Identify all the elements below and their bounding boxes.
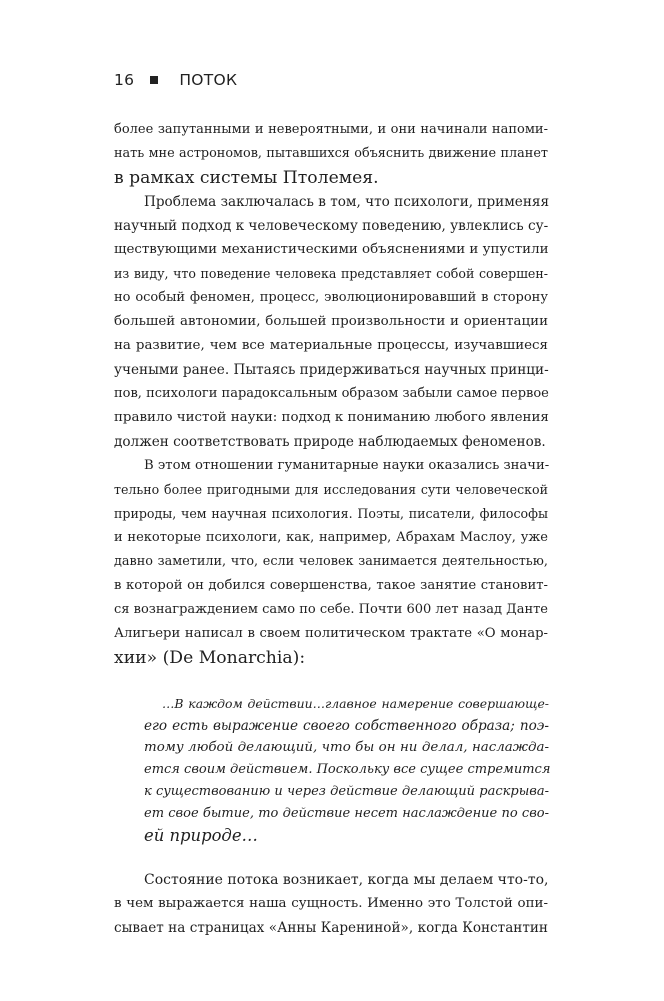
quote-line: ей природе… xyxy=(144,826,258,845)
text-line: хии» (De Monarchia): xyxy=(114,648,306,668)
quote-line: …В каждом действии…главное намерение совершающе- xyxy=(162,696,549,711)
text-line: давно заметили, что, если человек занимается деятельностью, xyxy=(114,554,548,569)
text-line: должен соответствовать природе наблюдаемых феноменов. xyxy=(114,434,546,450)
quote-line: тому любой делающий, что бы он ни делал, наслажда- xyxy=(144,740,549,755)
text-line: в чем выражается наша сущность. Именно это Толстой опи- xyxy=(114,896,548,911)
text-line: нать мне астрономов, пытавшихся объяснить движение планет xyxy=(114,146,548,161)
text-line: на развитие, чем все материальные процессы, изучавшиеся xyxy=(114,338,548,353)
text-line: более запутанными и невероятными, и они начинали напоми- xyxy=(114,122,548,137)
text-line: пов, психологи парадоксальным образом забыли самое первое xyxy=(114,386,549,401)
text-line: в которой он добился совершенства, такое занятие становит- xyxy=(114,578,548,593)
running-head xyxy=(114,71,237,89)
text-line: в рамках системы Птолемея. xyxy=(114,168,379,188)
section-title: ПОТОК xyxy=(179,71,238,89)
text-line: Проблема заключалась в том, что психологи, применяя xyxy=(144,194,550,210)
text-line: и некоторые психологи, как, например, Абрахам Маслоу, уже xyxy=(114,530,548,545)
text-line: Алигьери написал в своем политическом трактате «О монар- xyxy=(114,626,548,641)
text-line: природы, чем научная психология. Поэты, писатели, философы xyxy=(114,506,548,521)
quote-line: ет свое бытие, то действие несет наслаждение по сво- xyxy=(144,806,549,821)
text-line: большей автономии, большей произвольности и ориентации xyxy=(114,314,548,329)
text-line: Состояние потока возникает, когда мы делаем что-то, xyxy=(144,872,549,888)
text-line: научный подход к человеческому поведению, увлеклись су- xyxy=(114,218,549,234)
quote-line: ется своим действием. Поскольку все сущее стремится xyxy=(144,762,551,777)
text-line: ществующими механистическими объяснениями и упустили xyxy=(114,242,549,257)
text-line: из виду, что поведение человека представляет собой совершен- xyxy=(114,266,548,281)
text-line: В этом отношении гуманитарные науки оказались значи- xyxy=(144,458,550,473)
text-line: но особый феномен, процесс, эволюционировавший в сторону xyxy=(114,290,548,305)
text-line: учеными ранее. Пытаясь придерживаться научных принци- xyxy=(114,362,549,378)
text-line: правило чистой науки: подход к пониманию любого явления xyxy=(114,410,549,425)
quote-line: его есть выражение своего собственного образа; поэ- xyxy=(144,718,549,734)
square-bullet-icon xyxy=(150,76,158,84)
text-line: сывает на страницах «Анны Карениной», когда Константин xyxy=(114,920,548,936)
page-number: 16 xyxy=(114,71,135,89)
quote-line: к существованию и через действие делающий раскрыва- xyxy=(144,784,549,799)
text-line: тельно более пригодными для исследования сути человеческой xyxy=(114,482,548,497)
text-line: ся вознаграждением само по себе. Почти 600 лет назад Данте xyxy=(114,602,548,617)
